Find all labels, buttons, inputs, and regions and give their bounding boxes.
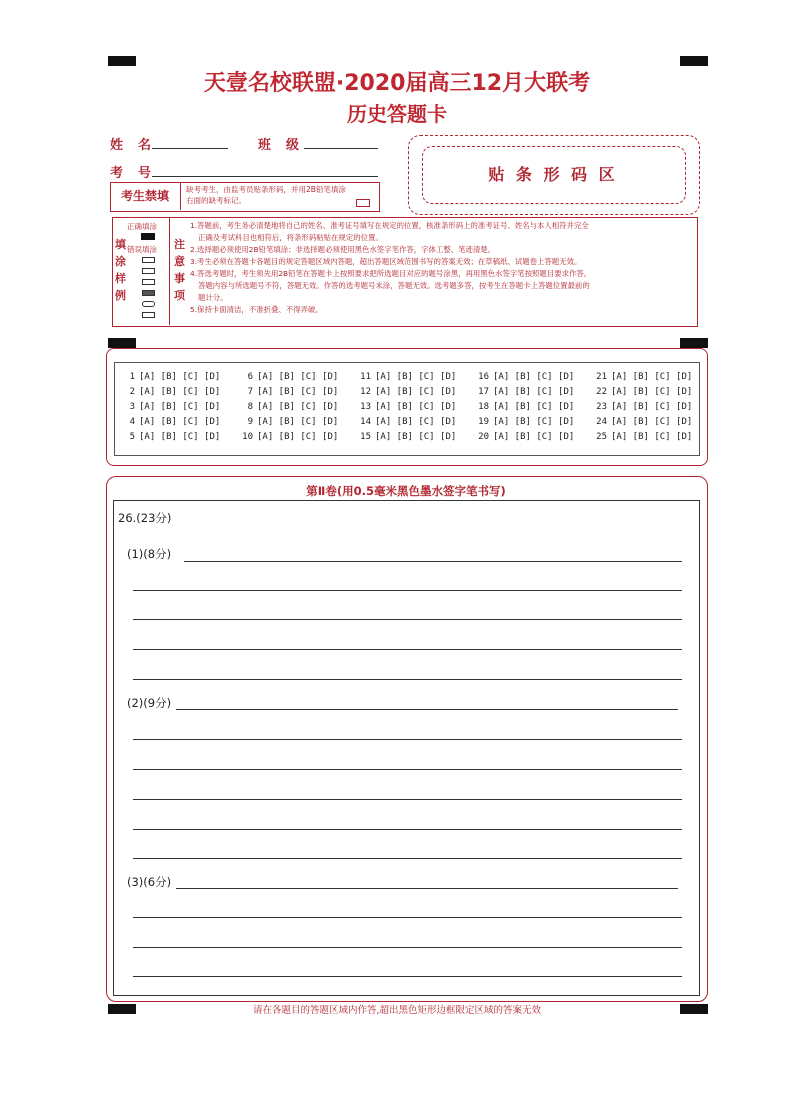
notice-item: 答题内容与所选题号不符，答题无效。作答的选考题号未涂，答题无效。选考题多答，按考生在答题卡上答题位置最前的 (198, 281, 590, 290)
choice-number: 12 (360, 387, 371, 397)
answer-line[interactable] (133, 947, 682, 948)
choice-question-23[interactable] (592, 402, 692, 412)
choice-options[interactable]: [A] [B] [C] [D] (493, 387, 575, 397)
choice-options[interactable]: [A] [B] [C] [D] (257, 432, 339, 442)
choice-question-10[interactable] (238, 432, 338, 442)
wrong-sample-3 (142, 279, 155, 285)
answer-line[interactable] (176, 709, 678, 710)
choice-question-2[interactable] (120, 387, 220, 397)
exam-number-label: 考 号 (110, 166, 153, 181)
choice-number: 4 (129, 417, 135, 427)
notice-item: 4.答选考题时，考生须先用2B铅笔在答题卡上按照要求把所选题目对应的题号涂黑，再用黑色水签字笔按照题目要求作答。 (190, 269, 592, 278)
choice-question-11[interactable] (356, 372, 456, 382)
answer-line[interactable] (133, 739, 682, 740)
choice-question-15[interactable] (356, 432, 456, 442)
answer-line[interactable] (133, 829, 682, 830)
absent-mark[interactable] (356, 199, 370, 207)
choice-options[interactable]: [A] [B] [C] [D] (257, 372, 339, 382)
choice-number: 1 (129, 372, 135, 382)
notice-item: 2.选择题必须使用2B铅笔填涂；非选择题必须使用黑色水签字笔作答，字体工整、笔迹清楚。 (190, 245, 496, 254)
page-subtitle: 历史答题卡 (347, 102, 447, 126)
notice-item: 1.答题前，考生务必清楚地将自己的姓名、准考证号填写在规定的位置，核准条形码上的准考证号、姓名与本人相符并完全 (190, 221, 589, 230)
choice-number: 9 (247, 417, 253, 427)
choice-question-19[interactable] (474, 417, 574, 427)
choice-number: 18 (478, 402, 489, 412)
choice-options[interactable]: [A] [B] [C] [D] (139, 417, 221, 427)
exam-number-field[interactable] (152, 176, 378, 177)
choice-question-1[interactable] (120, 372, 220, 382)
fill-example-title: 填涂样例 (115, 238, 126, 302)
part2-answer-box (113, 500, 700, 996)
wrong-sample-1 (142, 257, 155, 263)
choice-options[interactable]: [A] [B] [C] [D] (139, 432, 221, 442)
answer-line[interactable] (133, 769, 682, 770)
instructions-divider (169, 217, 170, 325)
choice-number: 13 (360, 402, 371, 412)
choice-question-22[interactable] (592, 387, 692, 397)
choice-number: 23 (596, 402, 607, 412)
name-field[interactable] (152, 148, 228, 149)
choice-question-20[interactable] (474, 432, 574, 442)
choice-number: 6 (247, 372, 253, 382)
answer-line[interactable] (133, 917, 682, 918)
choice-question-21[interactable] (592, 372, 692, 382)
choice-number: 15 (360, 432, 371, 442)
question-number: 26.(23分) (118, 511, 172, 525)
answer-line[interactable] (184, 561, 682, 562)
choice-options[interactable]: [A] [B] [C] [D] (375, 372, 457, 382)
choice-number: 19 (478, 417, 489, 427)
wrong-sample-6 (142, 312, 155, 318)
registration-mark (108, 338, 136, 348)
choice-question-9[interactable] (238, 417, 338, 427)
absent-label: 考生禁填 (110, 182, 181, 210)
choice-options[interactable]: [A] [B] [C] [D] (257, 417, 339, 427)
answer-line[interactable] (133, 649, 682, 650)
correct-fill-label: 正确填涂 (127, 222, 157, 231)
footer-note: 请在各题目的答题区域内作答,超出黑色矩形边框限定区域的答案无效 (252, 1005, 542, 1016)
choice-number: 24 (596, 417, 607, 427)
absent-note: 缺考考生，由监考员贴条形码，并用2B铅笔填涂右面的缺考标记。 (186, 185, 346, 205)
notice-list (190, 220, 692, 316)
choice-options[interactable]: [A] [B] [C] [D] (611, 372, 693, 382)
choice-question-4[interactable] (120, 417, 220, 427)
answer-line[interactable] (176, 888, 678, 889)
correct-fill-sample (141, 233, 155, 240)
choice-question-6[interactable] (238, 372, 338, 382)
page-title: 天壹名校联盟·2020届高三12月大联考 (203, 71, 591, 96)
choice-number: 3 (129, 402, 135, 412)
choice-options[interactable]: [A] [B] [C] [D] (257, 402, 339, 412)
choice-options[interactable]: [A] [B] [C] [D] (139, 402, 221, 412)
choice-question-14[interactable] (356, 417, 456, 427)
notice-item: 3.考生必须在答题卡各题目的规定答题区域内答题，超出答题区域范围书写的答案无效；在草稿纸、试题卷上答题无效。 (190, 257, 582, 266)
registration-mark (680, 338, 708, 348)
choice-options[interactable]: [A] [B] [C] [D] (139, 372, 221, 382)
choice-question-3[interactable] (120, 402, 220, 412)
choice-question-7[interactable] (238, 387, 338, 397)
choice-question-16[interactable] (474, 372, 574, 382)
choice-options[interactable]: [A] [B] [C] [D] (375, 432, 457, 442)
registration-mark (680, 56, 708, 66)
choice-options[interactable]: [A] [B] [C] [D] (611, 432, 693, 442)
choice-options[interactable]: [A] [B] [C] [D] (611, 387, 693, 397)
class-field[interactable] (304, 148, 378, 149)
choice-number: 7 (247, 387, 253, 397)
choice-options[interactable]: [A] [B] [C] [D] (493, 402, 575, 412)
registration-mark (108, 56, 136, 66)
answer-line[interactable] (133, 590, 682, 591)
choice-options[interactable]: [A] [B] [C] [D] (611, 402, 693, 412)
choice-question-13[interactable] (356, 402, 456, 412)
answer-line[interactable] (133, 858, 682, 859)
choice-question-12[interactable] (356, 387, 456, 397)
choice-options[interactable]: [A] [B] [C] [D] (139, 387, 221, 397)
wrong-sample-2 (142, 268, 155, 274)
sub-question-3-label: (3)(6分) (127, 875, 172, 889)
choice-number: 21 (596, 372, 607, 382)
choice-number: 16 (478, 372, 489, 382)
sub-question-2-label: (2)(9分) (127, 696, 172, 710)
part2-title: 第Ⅱ卷(用0.5毫米黑色墨水签字笔书写) (306, 484, 506, 498)
choice-number: 8 (247, 402, 253, 412)
choice-options[interactable]: [A] [B] [C] [D] (611, 417, 693, 427)
choice-number: 14 (360, 417, 371, 427)
name-label: 姓 名 (110, 138, 153, 153)
choice-number: 22 (596, 387, 607, 397)
choice-number: 10 (242, 432, 253, 442)
choice-number: 17 (478, 387, 489, 397)
choice-options[interactable]: [A] [B] [C] [D] (257, 387, 339, 397)
choice-options[interactable]: [A] [B] [C] [D] (493, 372, 575, 382)
barcode-label: 贴 条 形 码 区 (488, 165, 618, 184)
answer-line[interactable] (133, 799, 682, 800)
wrong-fill-label: 错误填涂 (127, 245, 157, 254)
choice-options[interactable]: [A] [B] [C] [D] (493, 432, 575, 442)
notice-item: 正确及考试科目也相符后，将条形码粘贴在规定的位置。 (198, 233, 383, 242)
choice-question-17[interactable] (474, 387, 574, 397)
sub-question-1-label: (1)(8分) (127, 547, 172, 561)
wrong-sample-5 (142, 301, 155, 307)
choice-number: 25 (596, 432, 607, 442)
choice-number: 2 (129, 387, 135, 397)
notice-title: 注意事项 (174, 238, 185, 302)
choice-number: 5 (129, 432, 135, 442)
choice-options[interactable]: [A] [B] [C] [D] (375, 402, 457, 412)
answer-line[interactable] (133, 619, 682, 620)
answer-line[interactable] (133, 976, 682, 977)
choice-question-8[interactable] (238, 402, 338, 412)
class-label: 班 级 (258, 138, 301, 153)
notice-item: 5.保持卡面清洁，不准折叠、不得弄破。 (190, 305, 323, 314)
choice-question-25[interactable] (592, 432, 692, 442)
wrong-sample-4 (142, 290, 155, 296)
choice-question-5[interactable] (120, 432, 220, 442)
notice-item: 题计分。 (198, 293, 228, 302)
choice-number: 20 (478, 432, 489, 442)
choice-number: 11 (360, 372, 371, 382)
answer-line[interactable] (133, 679, 682, 680)
choice-options[interactable]: [A] [B] [C] [D] (375, 417, 457, 427)
choice-question-18[interactable] (474, 402, 574, 412)
choice-question-24[interactable] (592, 417, 692, 427)
choice-options[interactable]: [A] [B] [C] [D] (375, 387, 457, 397)
choice-options[interactable]: [A] [B] [C] [D] (493, 417, 575, 427)
